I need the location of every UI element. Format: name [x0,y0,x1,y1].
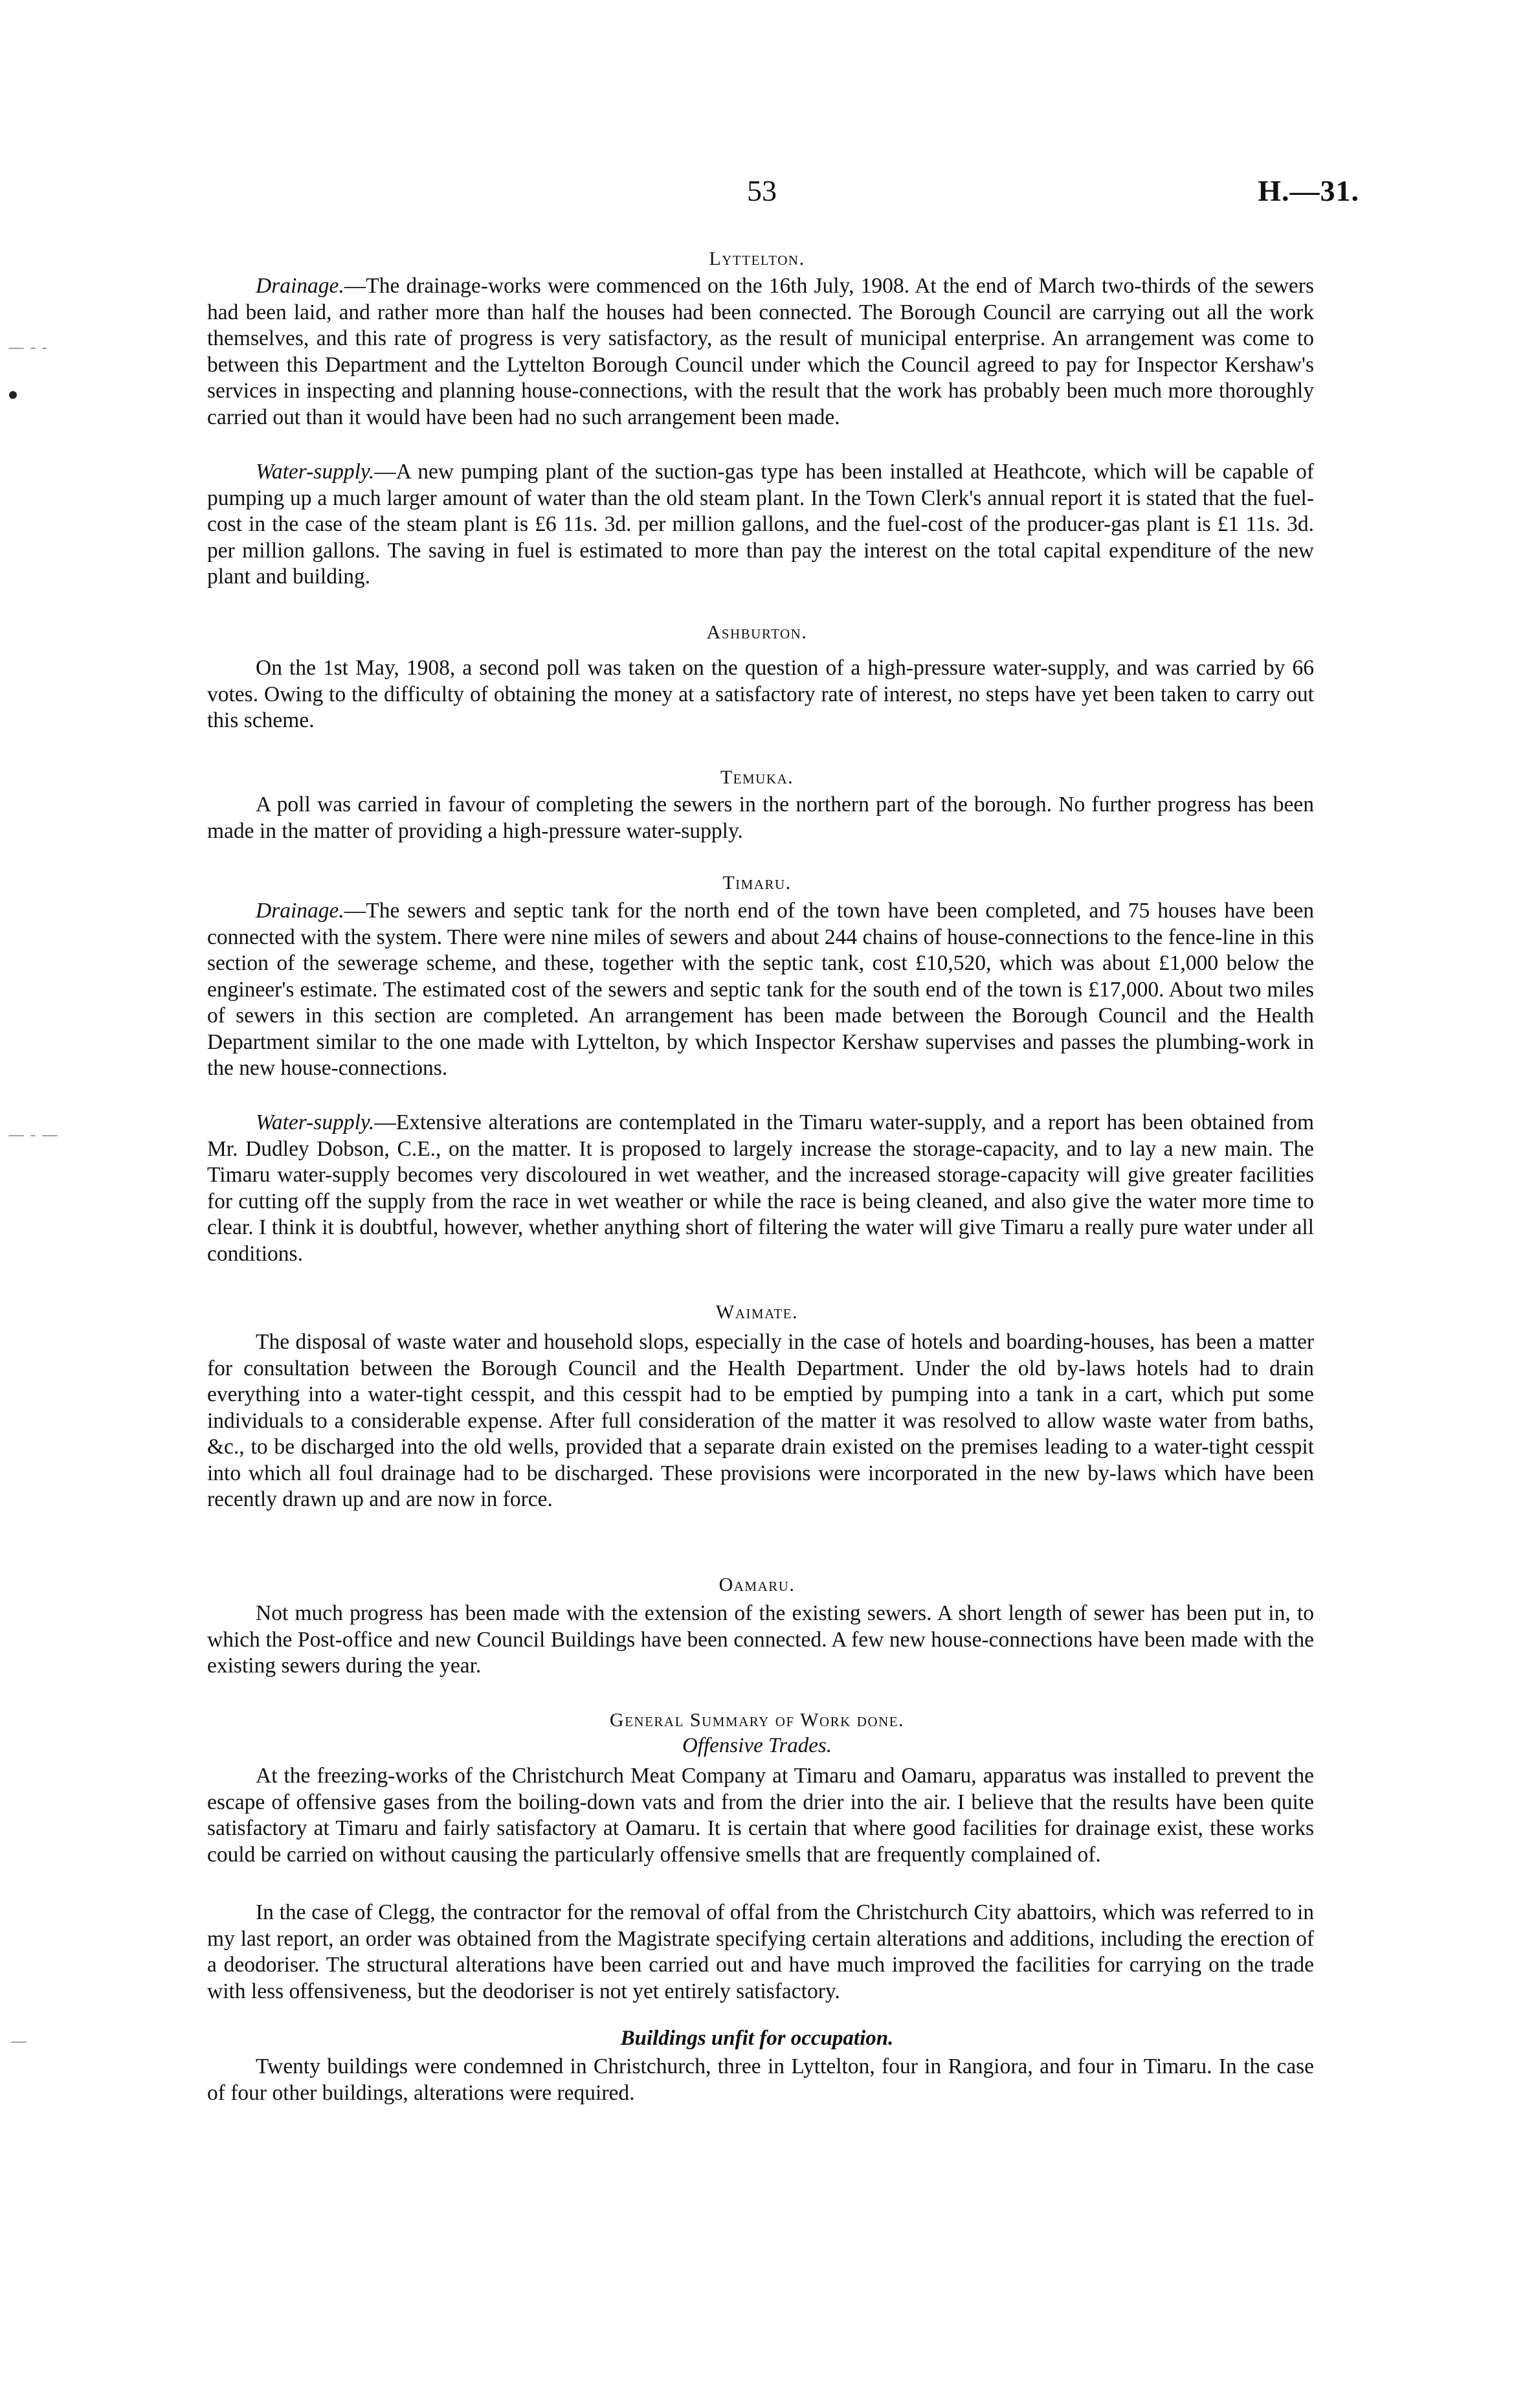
section-heading-waimate: Waimate. [715,1301,799,1323]
paragraph-lead: Drainage. [256,899,344,923]
paragraph-offensive-trades-clegg [207,1900,1314,2005]
section-heading-temuka: Temuka. [720,767,794,788]
margin-dash-mark: — [10,2032,27,2051]
paragraph-lead: Drainage. [256,274,344,298]
paragraph-text: Twenty buildings were condemned in Christchurch, three in Lyttelton, four in Rangiora, and four in Timaru. In the case of four other buildings, alterations were required. [207,2054,1314,2105]
paragraph-text: At the freezing-works of the Christchurch Meat Company at Timaru and Oamaru, apparatus was installed to prevent the escape of offensive gases from the boiling-down vats and from the drier into the air. I believe that the results have been quite satisfactory at Timaru and fairly satisfactory at Oamaru. It is certain that where good facilities for drainage exist, these works could be carried on without causing the particularly offensive smells that are frequently complained of. [207,1764,1314,1867]
paragraph-text: —The sewers and septic tank for the north end of the town have been completed, and 75 houses have been connected with the system. There were nine miles of sewers and about 244 chains of house-connections to the fence-line in this section of the sewerage scheme, and these, together with the septic tank, cost £10,520, which was about £1,000 below the engineer's estimate. The estimated cost of the sewers and septic tank for the south end of the town is £17,000. About two miles of sewers in this section are completed. An arrangement has been made between the Borough Council and the Health Department similar to the one made with Lyttelton, by which Inspector Kershaw supervises and passes the plumbing-work in the new house-connections. [207,899,1314,1080]
paragraph-text: —Extensive alterations are contemplated in the Timaru water-supply, and a report has been obtained from Mr. Dudley Dobson, C.E., on the matter. It is proposed to largely increase the storage-capacity, and to lay a new main. The Timaru water-supply becomes very discoloured in wet weather, and the increased storage-capacity will give greater facilities for cutting off the supply from the race in wet weather or while the race is being cleaned, and also give the water more time to clear. I think it is doubtful, however, whether anything short of filtering the water will give Timaru a really pure water under all conditions. [207,1110,1314,1266]
paragraph-offensive-trades-freezing-works [207,1763,1314,1868]
paragraph-text: —A new pumping plant of the suction-gas type has been installed at Heathcote, which will be capable of pumping up a much larger amount of water than the old steam plant. In the Town Clerk's annual report it is stated that the fuel-cost in the case of the steam plant is £6 11s. 3d. per million gallons, and the fuel-cost of the producer-gas plant is £1 11s. 3d. per million gallons. The saving in fuel is estimated to more than pay the interest on the total capital expenditure of the new plant and building. [207,460,1314,589]
paragraph-text: On the 1st May, 1908, a second poll was taken on the question of a high-pressure water-supply, and was carried by 66 votes. Owing to the difficulty of obtaining the money at a satisfactory rate of interest, no steps have yet been taken to carry out this scheme. [207,656,1314,732]
paragraph-oamaru [207,1601,1314,1680]
paragraph-timaru-drainage [207,898,1314,1082]
margin-dash-mark: — - — [8,1125,58,1145]
margin-dot-mark [9,391,17,399]
section-heading-general-summary: General Summary of Work done. [609,1709,905,1731]
section-heading-timaru: Timaru. [722,872,792,894]
paragraph-waimate [207,1329,1314,1513]
paragraph-text: Not much progress has been made with the extension of the existing sewers. A short length of sewer has been put in, to which the Post-office and new Council Buildings have been connected. A few new house-connections have been made with the existing sewers during the year. [207,1601,1314,1678]
subheading-offensive-trades: Offensive Trades. [682,1734,832,1757]
subheading-buildings-unfit: Buildings unfit for occupation. [620,2027,894,2050]
paragraph-text: A poll was carried in favour of completing the sewers in the northern part of the borough. No further progress has been made in the matter of providing a high-pressure water-supply. [207,793,1314,843]
paragraph-text: In the case of Clegg, the contractor for the removal of offal from the Christchurch City abattoirs, which was referred to in my last report, an order was obtained from the Magistrate specifying certain alterations and additions, including the erection of a deodoriser. The structural alterations have been carried out and have much improved the facilities for carrying on the trade with less offensiveness, but the deodoriser is not yet entirely satisfactory. [207,1900,1314,2003]
section-heading-ashburton: Ashburton. [706,622,808,643]
paragraph-ashburton [207,655,1314,734]
paragraph-lyttelton-water-supply [207,459,1314,591]
paragraph-lyttelton-drainage [207,273,1314,431]
paragraph-temuka [207,792,1314,844]
paragraph-text: —The drainage-works were commenced on the 16th July, 1908. At the end of March two-thirds of the sewers had been laid, and rather more than half the houses had been connected. The Borough Council are carrying out all the work themselves, and this rate of progress is very satisfactory, as the result of municipal enterprise. An arrangement was come to between this Department and the Lyttelton Borough Council under which the Council agreed to pay for Inspector Kershaw's services in inspecting and planning house-connections, with the result that the work has probably been much more thoroughly carried out than it would have been had no such arrangement been made. [207,274,1314,429]
paragraph-buildings-unfit [207,2054,1314,2106]
document-reference: H.—31. [1258,174,1359,207]
margin-dash-mark: — - - [8,338,48,357]
section-heading-oamaru: Oamaru. [718,1574,796,1595]
paragraph-lead: Water-supply. [256,1110,375,1134]
paragraph-text: The disposal of waste water and household slops, especially in the case of hotels and boarding-houses, has been a matter for consultation between the Borough Council and the Health Department. Under the old by-laws hotels had to drain everything into a water-tight cesspit, and this cesspit had to be emptied by pumping into a tank in a cart, which put some individuals to a considerable expense. After full consideration of the matter it was resolved to allow waste water from baths, &c., to be discharged into the old wells, provided that a separate drain existed on the premises leading to a water-tight cesspit into which all foul drainage had to be discharged. These provisions were incorporated in the new by-laws which have been recently drawn up and are now in force. [207,1330,1314,1511]
paragraph-timaru-water-supply [207,1110,1314,1267]
section-heading-lyttelton: Lyttelton. [709,248,805,269]
page-number: 53 [747,174,777,207]
paragraph-lead: Water-supply. [256,460,375,484]
